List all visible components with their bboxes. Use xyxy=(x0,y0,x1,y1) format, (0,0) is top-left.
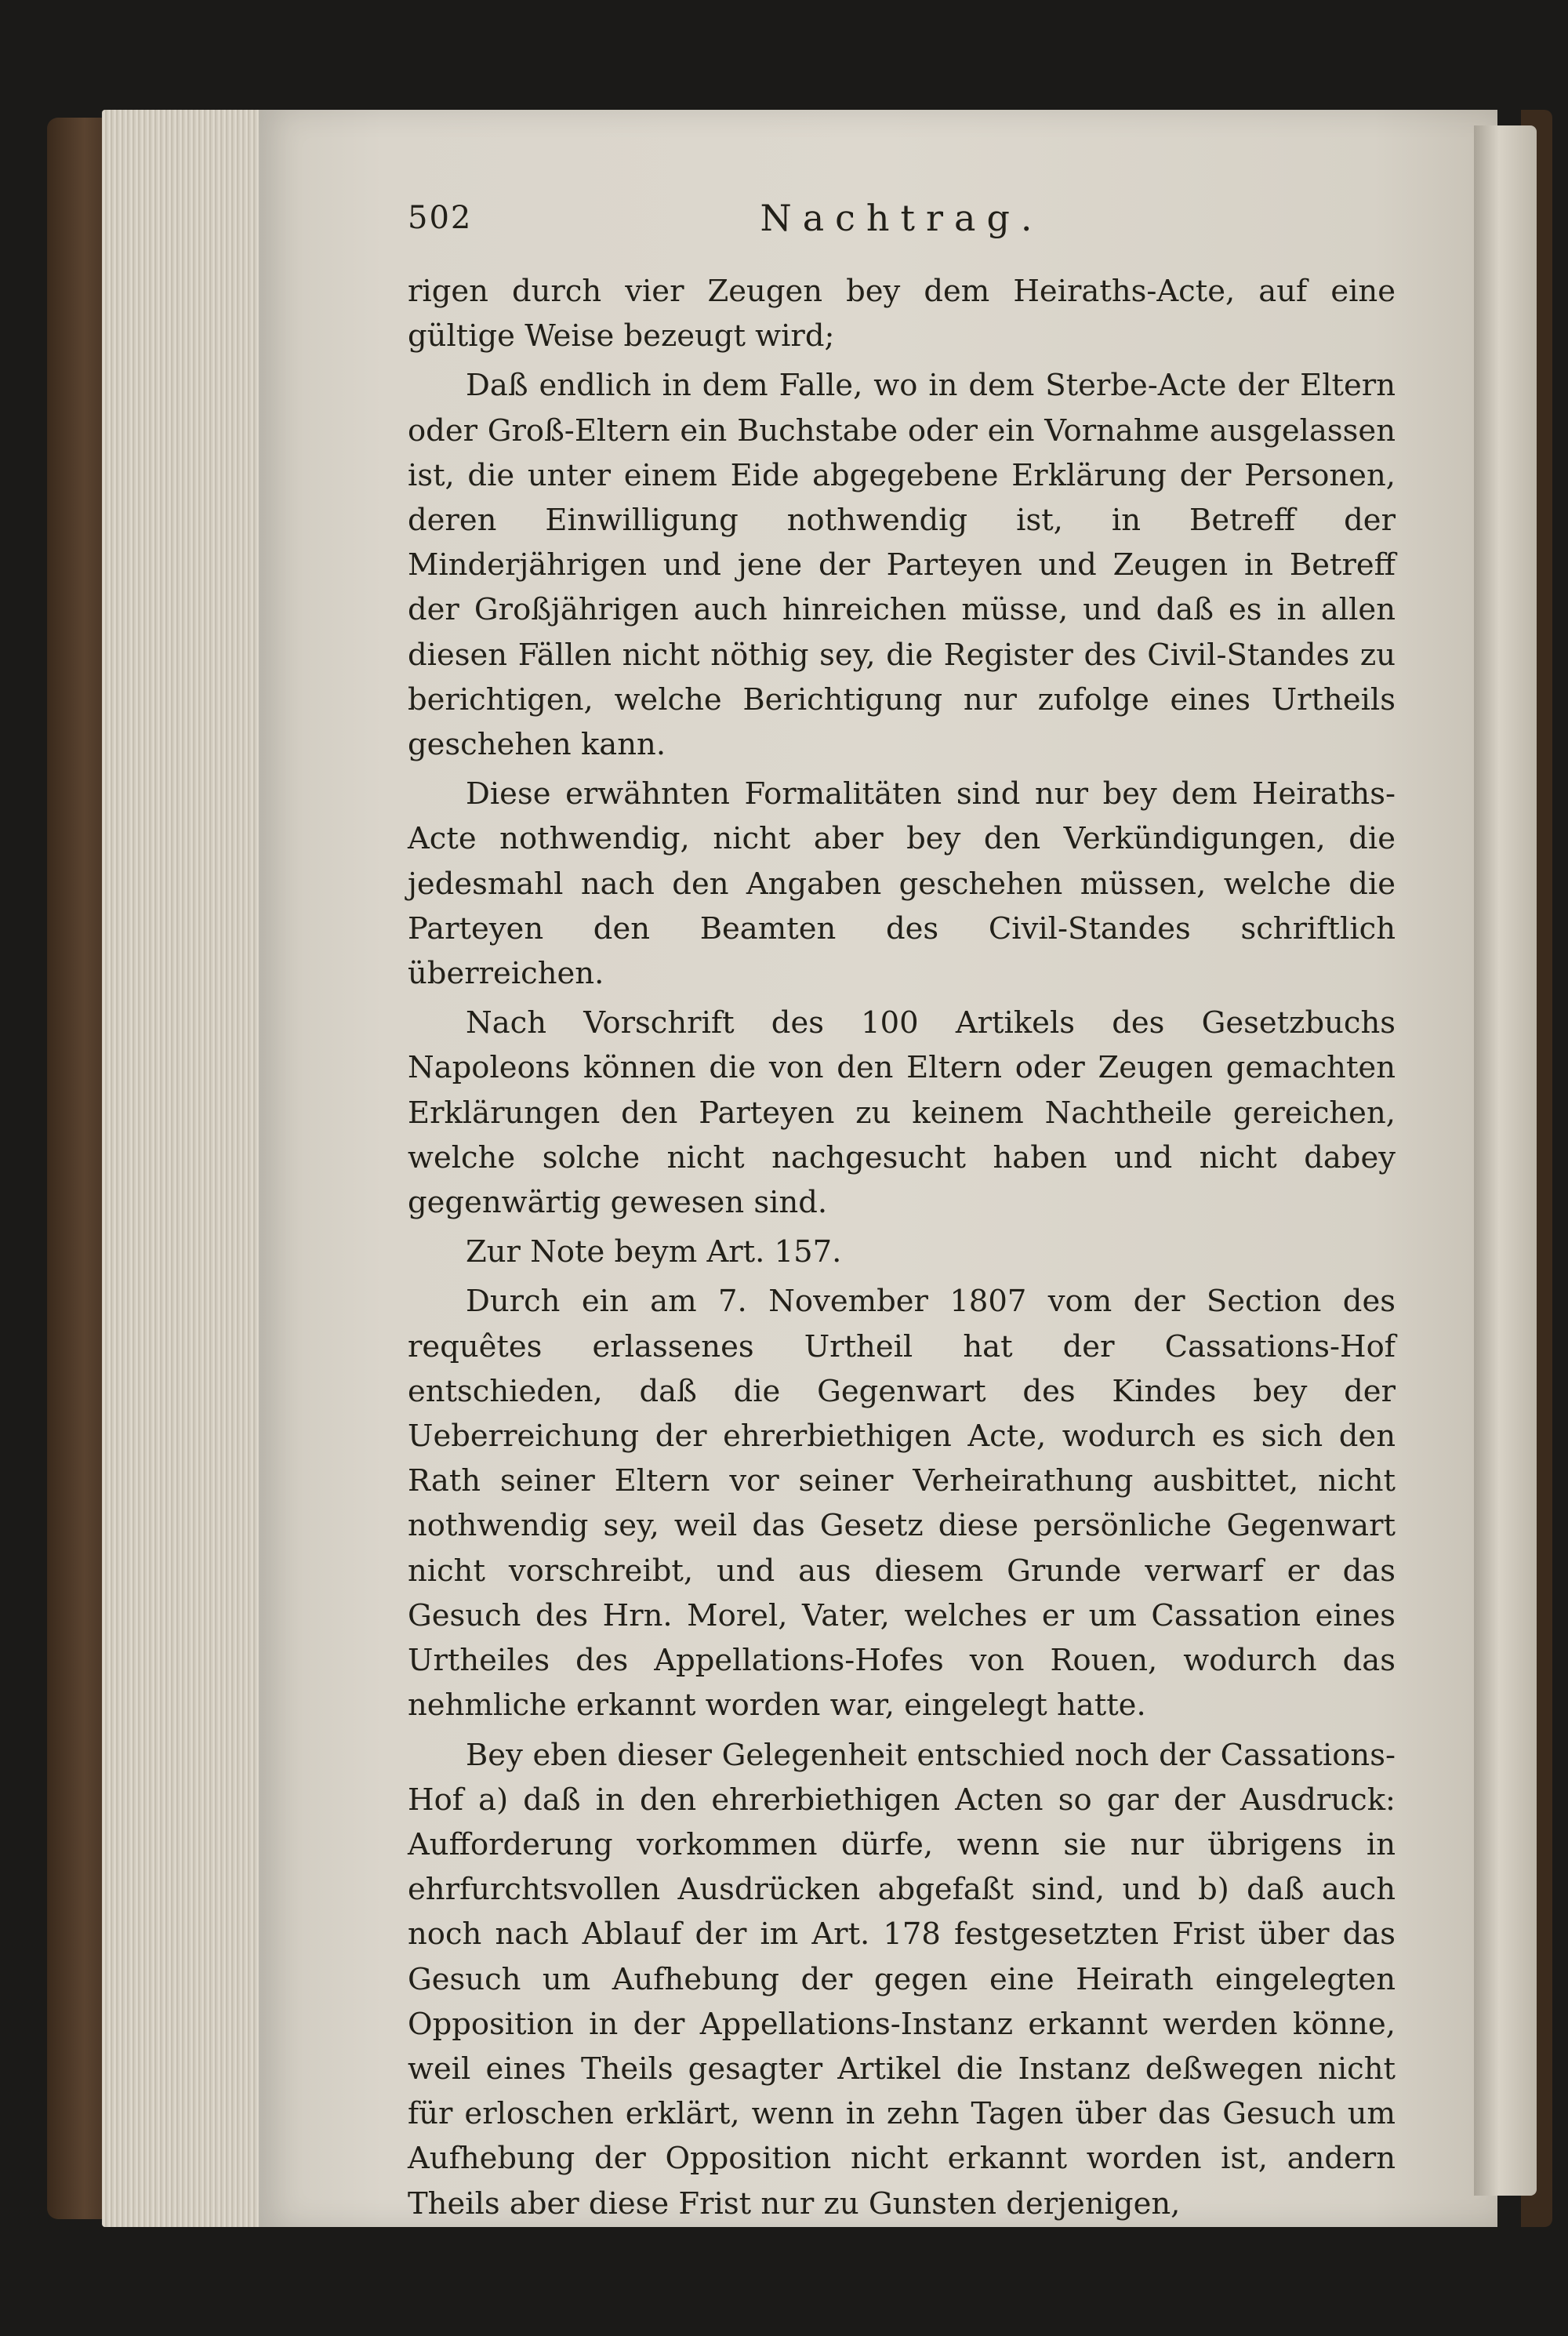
page-header xyxy=(408,192,1396,247)
paragraph-2: Daß endlich in dem Falle, wo in dem Sterbe-Acte der Eltern oder Groß-Eltern ein Buchstabe oder ein Vornahme ausgelassen ist, die unter einem Eide abgegebene Erklärung der Personen, deren Einwilligung nothwendig ist, in Betreff der Minderjährigen und jene der Parteyen und Zeugen in Betreff der Großjährigen auch hinreichen müsse, und daß es in allen diesen Fällen nicht nöthig sey, die Register des Civil-Standes zu berichtigen, welche Berichtigung nur zufolge eines Urtheils geschehen kann. xyxy=(408,368,1396,763)
running-head: Nachtrag. xyxy=(760,197,1044,239)
page-number: 502 xyxy=(408,200,473,236)
paragraph-3: Diese erwähnten Formalitäten sind nur bey dem Heiraths-Acte nothwendig, nicht aber bey den Verkündigungen, die jedesmahl nach den Angaben geschehen müssen, welche die Parteyen den Beamten des Civil-Standes schriftlich überreichen. xyxy=(408,776,1396,992)
paragraph-6: Durch ein am 7. November 1807 vom der Section des requêtes erlassenes Urtheil hat der Cassations-Hof entschieden, daß die Gegenwart des Kindes bey der Ueberreichung der ehrerbiethigen Acte, wodurch es sich den Rath seiner Eltern vor seiner Verheirathung ausbittet, nicht nothwendig sey, weil das Gesetz diese persönliche Gegenwart nicht vorschreibt, und aus diesem Grunde verwarf er das Gesuch des Hrn. Morel, Vater, welches er um Cassation eines Urtheiles des Appellations-Hofes von Rouen, wodurch das nehmliche erkannt worden war, eingelegt hatte. xyxy=(408,1284,1396,1724)
page-content xyxy=(408,192,1396,2231)
paragraph-4: Nach Vorschrift des 100 Artikels des Gesetzbuchs Napoleons können die von den Eltern oder Zeugen gemachten Erklärungen den Parteyen zu keinem Nachtheile gereichen, welche solche nicht nachgesucht haben und nicht dabey gegenwärtig gewesen sind. xyxy=(408,1005,1396,1221)
paragraph-1: rigen durch vier Zeugen bey dem Heiraths-Acte, auf eine gültige Weise bezeugt wird; xyxy=(408,274,1396,354)
facing-page-edge xyxy=(1474,125,1537,2196)
note-heading: Zur Note beym Art. 157. xyxy=(466,1234,842,1270)
paragraph-7: Bey eben dieser Gelegenheit entschied noch der Cassations-Hof a) daß in den ehrerbiethigen Acten so gar der Ausdruck: Aufforderung vorkommen dürfe, wenn sie nur übrigens in ehrfurchtsvollen Ausdrücken abgefaßt sind, und b) daß auch noch nach Ablauf der im Art. 178 festgesetzten Frist über das Gesuch um Aufhebung der gegen eine Heirath eingelegten Opposition in der Appellations-Instanz erkannt werden könne, weil eines Theils gesagter Artikel die Instanz deßwegen nicht für erloschen erklärt, wenn in zehn Tagen über das Gesuch um Aufhebung der Opposition nicht erkannt worden ist, andern Theils aber diese Frist nur zu Gunsten derjenigen, xyxy=(408,1737,1396,2222)
